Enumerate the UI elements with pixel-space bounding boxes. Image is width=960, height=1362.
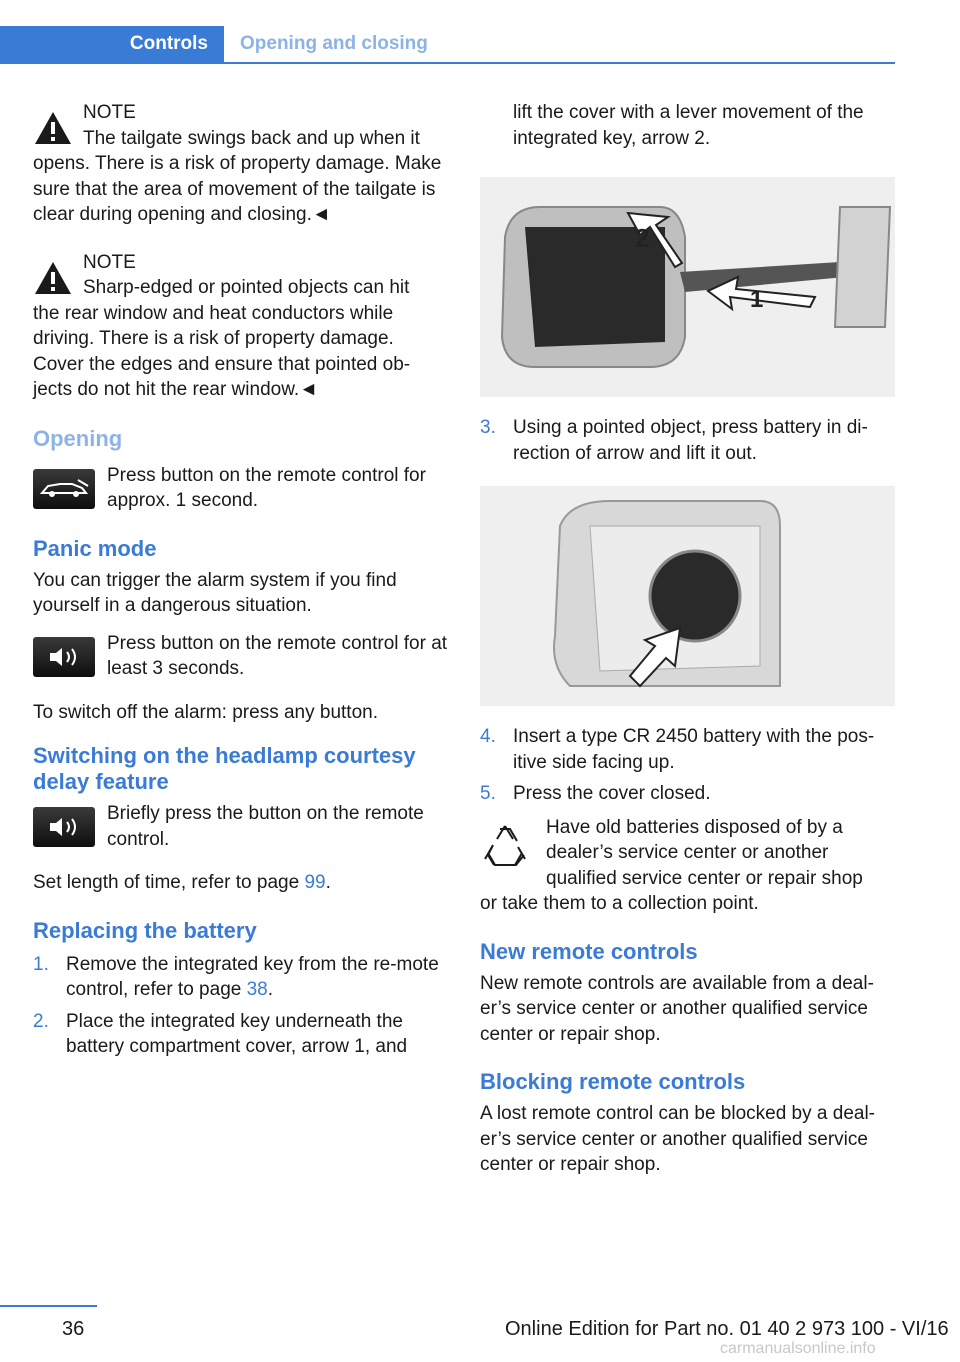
heading-blocking-remote-controls: Blocking remote controls [480,1069,746,1094]
step-text: Using a pointed object, press battery in di‐rection of arrow and lift it out. [513,417,868,464]
battery-steps-right-b [480,724,895,807]
right-column [480,100,895,1194]
step-number: 3. [480,417,496,438]
footer-divider [0,1305,97,1307]
headlamp-text: Briefly press the button on the remote control. [107,803,424,850]
page-ref-38[interactable]: 38 [246,979,268,1000]
warning-triangle-icon [33,110,73,146]
new-remote-text: New remote controls are available from a deal‐er’s service center or another qualified service center or repair shop. [480,972,874,1045]
panic-switch-off: To switch off the alarm: press any button. [33,701,378,723]
left-column [33,100,448,1066]
headlamp-set-length [33,870,448,896]
period: . [325,872,331,893]
step-text: Place the integrated key underneath the battery compartment cover, arrow 1, and [66,1010,408,1057]
watermark: carmanualsonline.info [720,1340,876,1357]
figure-key-cover [480,177,895,397]
headlamp-instruction [33,801,448,852]
step-number: 2. [33,1010,49,1032]
heading-panic-mode: Panic mode [33,535,157,561]
note-body: opens. There is a risk of property damage. Make sure that the area of movement of the tailgate is clear during opening and closing.◄ [33,153,442,225]
warning-triangle-icon [33,260,73,296]
note-first-line: The tailgate swings back and up when it [83,127,420,149]
recycle-rest: or take them to a collection point. [480,893,759,914]
note-tailgate [33,100,448,228]
blocking-text: A lost remote control can be blocked by a deal‐er’s service center or another qualified service center or repair shop. [480,1103,876,1175]
note-label: NOTE [83,102,136,123]
tab-controls: Controls [0,26,224,62]
recycle-first: Have old batteries disposed of by a dealer’s service center or another qualified service center or repair shop [546,816,863,889]
arrow-1-label: 1 [750,286,764,313]
list-item [480,415,895,466]
step-text: Remove the integrated key from the re‐mote control, refer to page 38. [66,953,439,1000]
list-item [33,1009,448,1060]
panic-text: Press button on the remote control for at least 3 seconds. [107,632,448,679]
set-length-text: Set length of time, refer to page [33,872,305,893]
recycle-note [480,815,895,917]
headlamp-button-icon [33,807,95,847]
step-number: 5. [480,783,496,804]
battery-steps-left [33,952,448,1060]
header-tabbar [0,26,895,64]
step-text: Press the cover closed. [513,783,711,804]
figure-battery [480,486,895,706]
battery-steps-right-a [480,415,895,466]
opening-text: Press button on the remote control for approx. 1 second. [107,464,426,511]
panic-intro: You can trigger the alarm system if you find yourself in a dangerous situation. [33,569,397,616]
tailgate-button-icon [33,469,95,509]
recycle-icon [480,821,530,871]
page-ref-99[interactable]: 99 [304,872,326,893]
tab-opening-and-closing: Opening and closing [240,33,428,54]
opening-instruction [33,463,448,514]
heading-replacing-battery: Replacing the battery [33,917,257,943]
step2-continued: lift the cover with a lever movement of the integrated key, arrow 2. [513,102,864,149]
note-first-line: Sharp-edged or pointed objects can hit [83,277,410,298]
list-item [33,952,448,1003]
edition-text: Online Edition for Part no. 01 40 2 973 100 - VI/16 [505,1318,949,1340]
panic-instruction [33,631,448,682]
alarm-button-icon [33,637,95,677]
step-text: Insert a type CR 2450 battery with the pos‐itive side facing up. [513,726,875,773]
list-item [480,781,895,807]
note-sharp-objects [33,250,448,403]
step-number: 4. [480,726,496,747]
heading-headlamp: Switching on the headlamp courtesy delay feature [33,743,416,794]
list-item [480,724,895,775]
page-number: 36 [62,1318,85,1340]
heading-opening: Opening [33,425,123,451]
note-label: NOTE [83,251,136,273]
note-body: the rear window and heat conductors while driving. There is a risk of property damage. Cover the edges and ensure that pointed ob‐jects do not hit the rear window.◄ [33,302,411,400]
arrow-2-label: 2 [635,223,650,253]
step-number: 1. [33,953,49,975]
heading-new-remote-controls: New remote controls [480,938,698,964]
